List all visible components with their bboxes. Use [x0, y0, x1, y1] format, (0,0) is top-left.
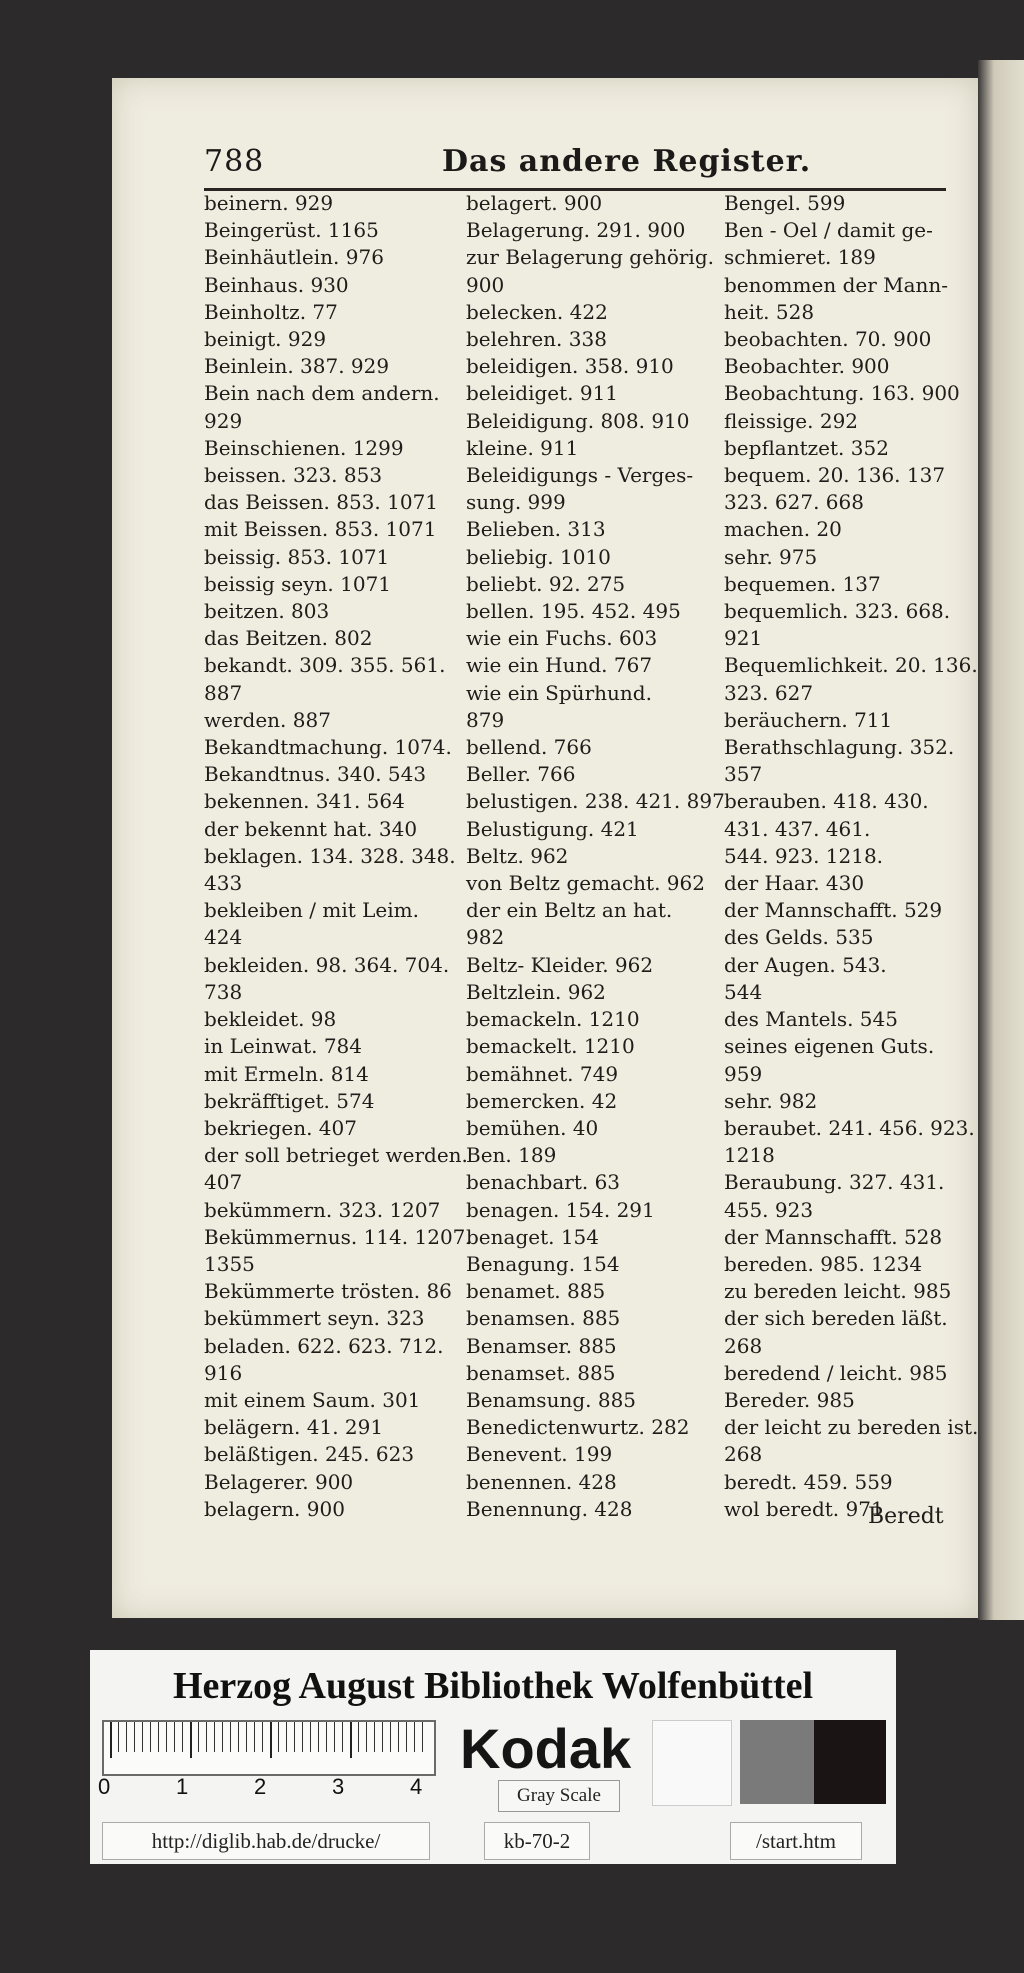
- index-entry: Benamser. 885: [466, 1333, 617, 1358]
- index-entry: kleine. 911: [466, 435, 579, 460]
- index-entry: benamset. 885: [466, 1360, 616, 1385]
- index-entry: der leicht zu bereden ist.: [724, 1415, 979, 1440]
- index-entry: Beinhaus. 930: [204, 272, 349, 297]
- index-entry: benagen. 154. 291: [466, 1197, 655, 1222]
- kodak-brand: Kodak: [460, 1717, 632, 1780]
- index-entry: der soll betrieget werden.: [204, 1143, 468, 1168]
- index-entry: Ben. 189: [466, 1143, 557, 1168]
- index-entry: Beinhäutlein. 976: [204, 245, 384, 270]
- index-entry: bekennen. 341. 564: [204, 789, 405, 814]
- index-entry: Benagung. 154: [466, 1251, 620, 1276]
- index-entry: Beltzlein. 962: [466, 979, 606, 1004]
- index-entry: Bereder. 985: [724, 1387, 855, 1412]
- index-entry: beissig seyn. 1071: [204, 571, 392, 596]
- index-entry: 916: [204, 1360, 243, 1385]
- index-entry: 357: [724, 762, 763, 787]
- index-entry: beissig. 853. 1071: [204, 544, 390, 569]
- index-entry: von Beltz gemacht. 962: [466, 871, 705, 896]
- index-entry: benamsen. 885: [466, 1306, 621, 1331]
- index-entry: heit. 528: [724, 299, 815, 324]
- index-entry: Benennung. 428: [466, 1496, 633, 1521]
- index-entry: Beltz- Kleider. 962: [466, 952, 654, 977]
- index-entry: benachbart. 63: [466, 1170, 621, 1195]
- index-entry: belagert. 900: [466, 191, 603, 215]
- index-entry: Belieben. 313: [466, 517, 606, 542]
- index-entry: Bekandtnus. 340. 543: [204, 762, 427, 787]
- index-entry: mit Beissen. 853. 1071: [204, 517, 437, 542]
- index-column-2: [466, 190, 736, 1523]
- index-entry: schmieret. 189: [724, 245, 876, 270]
- index-entry: 323. 627: [724, 680, 814, 705]
- index-entry: bekräfftiget. 574: [204, 1088, 375, 1113]
- index-entry: belustigen. 238. 421. 897: [466, 789, 725, 814]
- index-entry: benennen. 428: [466, 1469, 617, 1494]
- index-entry: Beinlein. 387. 929: [204, 354, 390, 379]
- index-entry: Beingerüst. 1165: [204, 218, 379, 243]
- index-entry: belecken. 422: [466, 299, 608, 324]
- index-entry: 1355: [204, 1251, 255, 1276]
- index-entry: bekleiben / mit Leim.: [204, 898, 419, 923]
- index-entry: der bekennt hat. 340: [204, 816, 418, 841]
- index-entry: benommen der Mann-: [724, 272, 949, 297]
- ruler-number: 2: [254, 1774, 267, 1799]
- index-entry: berauben. 418. 430.: [724, 789, 929, 814]
- index-entry: der Mannschafft. 528: [724, 1224, 943, 1249]
- index-entry: 879: [466, 707, 505, 732]
- index-entry: seines eigenen Guts.: [724, 1034, 935, 1059]
- index-entry: Belagerung. 291. 900: [466, 218, 686, 243]
- index-entry: der Haar. 430: [724, 871, 865, 896]
- index-entry: 268: [724, 1333, 763, 1358]
- index-entry: 887: [204, 680, 243, 705]
- index-entry: Beobachtung. 163. 900: [724, 381, 960, 406]
- index-entry: bekriegen. 407: [204, 1115, 357, 1140]
- gray-patch-dark: [814, 1720, 886, 1804]
- url-id: kb-70-2: [484, 1822, 590, 1860]
- index-entry: 424: [204, 925, 243, 950]
- index-entry: bekleidet. 98: [204, 1007, 337, 1032]
- index-entry: Belustigung. 421: [466, 816, 639, 841]
- gray-patch-white: [652, 1720, 732, 1806]
- index-entry: Beinschienen. 1299: [204, 435, 404, 460]
- index-entry: beleidigen. 358. 910: [466, 354, 674, 379]
- gray-patch-mid: [740, 1720, 814, 1804]
- index-entry: bekümmert seyn. 323: [204, 1306, 425, 1331]
- index-entry: 921: [724, 626, 763, 651]
- index-entry: Bengel. 599: [724, 191, 846, 215]
- index-entry: Beobachter. 900: [724, 354, 890, 379]
- index-entry: Beraubung. 327. 431.: [724, 1170, 945, 1195]
- index-entry: 544. 923. 1218.: [724, 843, 884, 868]
- index-entry: benamet. 885: [466, 1279, 606, 1304]
- index-entry: wie ein Spürhund.: [466, 680, 652, 705]
- ruler-number: 3: [332, 1774, 345, 1799]
- catchword: Beredt: [868, 1504, 944, 1529]
- index-entry: 738: [204, 979, 243, 1004]
- index-entry: wie ein Hund. 767: [466, 653, 653, 678]
- index-entry: 900: [466, 272, 505, 297]
- index-entry: Berathschlagung. 352.: [724, 735, 955, 760]
- index-entry: bereden. 985. 1234: [724, 1251, 923, 1276]
- index-entry: beitzen. 803: [204, 599, 330, 624]
- index-entry: beladen. 622. 623. 712.: [204, 1333, 444, 1358]
- index-entry: der sich bereden läßt.: [724, 1306, 948, 1331]
- book-page: [112, 78, 978, 1618]
- url-suffix: /start.htm: [730, 1822, 862, 1860]
- index-entry: 982: [466, 925, 505, 950]
- index-entry: wie ein Fuchs. 603: [466, 626, 658, 651]
- index-entry: Benamsung. 885: [466, 1387, 637, 1412]
- index-entry: Benevent. 199: [466, 1442, 613, 1467]
- ruler-number: 1: [176, 1774, 189, 1799]
- index-entry: 323. 627. 668: [724, 490, 864, 515]
- index-entry: sehr. 975: [724, 544, 818, 569]
- index-entry: Beinholtz. 77: [204, 299, 338, 324]
- index-entry: Beleidigungs - Verges-: [466, 463, 694, 488]
- index-entry: bequem. 20. 136. 137: [724, 463, 946, 488]
- index-entry: beredt. 459. 559: [724, 1469, 893, 1494]
- index-entry: mit Ermeln. 814: [204, 1061, 369, 1086]
- index-entry: bellen. 195. 452. 495: [466, 599, 681, 624]
- index-entry: Beller. 766: [466, 762, 576, 787]
- index-entry: 1218: [724, 1143, 775, 1168]
- index-entry: bemähnet. 749: [466, 1061, 619, 1086]
- index-entry: Ben - Oel / damit ge-: [724, 218, 933, 243]
- index-column-3: [724, 190, 979, 1523]
- adjacent-page-edge: [978, 60, 1024, 1620]
- index-entry: 268: [724, 1442, 763, 1467]
- index-entry: Belagerer. 900: [204, 1469, 354, 1494]
- index-entry: 959: [724, 1061, 763, 1086]
- index-entry: der Mannschafft. 529: [724, 898, 943, 923]
- index-entry: Bekandtmachung. 1074.: [204, 735, 452, 760]
- index-entry: Bequemlichkeit. 20. 136.: [724, 653, 978, 678]
- index-entry: belagern. 900: [204, 1496, 345, 1521]
- index-entry: beinigt. 929: [204, 327, 327, 352]
- index-entry: beissen. 323. 853: [204, 463, 383, 488]
- index-entry: zur Belagerung gehörig.: [466, 245, 714, 270]
- index-entry: bellend. 766: [466, 735, 592, 760]
- index-entry: 455. 923: [724, 1197, 814, 1222]
- index-entry: bemercken. 42: [466, 1088, 618, 1113]
- index-entry: Bekümmernus. 114. 1207.: [204, 1224, 472, 1249]
- index-entry: 929: [204, 408, 243, 433]
- index-entry: beinern. 929: [204, 191, 334, 215]
- index-entry: des Gelds. 535: [724, 925, 874, 950]
- page-number: 788: [204, 144, 265, 179]
- index-entry: werden. 887: [204, 707, 331, 732]
- index-entry: beliebig. 1010: [466, 544, 611, 569]
- index-entry: 431. 437. 461.: [724, 816, 871, 841]
- index-entry: beraubet. 241. 456. 923.: [724, 1115, 975, 1140]
- index-entry: in Leinwat. 784: [204, 1034, 362, 1059]
- index-entry: das Beissen. 853. 1071: [204, 490, 439, 515]
- index-entry: bequemlich. 323. 668.: [724, 599, 951, 624]
- index-entry: bekümmern. 323. 1207: [204, 1197, 441, 1222]
- index-entry: beliebt. 92. 275: [466, 571, 626, 596]
- index-entry: der ein Beltz an hat.: [466, 898, 673, 923]
- index-entry: bepflantzet. 352: [724, 435, 889, 460]
- index-entry: beläßtigen. 245. 623: [204, 1442, 415, 1467]
- index-entry: beredend / leicht. 985: [724, 1360, 948, 1385]
- index-entry: beobachten. 70. 900: [724, 327, 932, 352]
- gray-scale-label: Gray Scale: [498, 1780, 620, 1812]
- index-entry: beräuchern. 711: [724, 707, 893, 732]
- index-entry: der Augen. 543.: [724, 952, 887, 977]
- index-column-1: [204, 190, 474, 1523]
- index-entry: beleidiget. 911: [466, 381, 619, 406]
- index-entry: bequemen. 137: [724, 571, 881, 596]
- index-entry: benaget. 154: [466, 1224, 600, 1249]
- running-head: Das andere Register.: [442, 144, 812, 179]
- color-target-card: [90, 1650, 896, 1864]
- index-entry: bemackeln. 1210: [466, 1007, 640, 1032]
- index-entry: zu bereden leicht. 985: [724, 1279, 952, 1304]
- ruler-number: 4: [410, 1774, 423, 1799]
- library-name: Herzog August Bibliothek Wolfenbüttel: [172, 1665, 814, 1707]
- index-entry: beklagen. 134. 328. 348.: [204, 843, 456, 868]
- index-entry: Bein nach dem andern.: [204, 381, 440, 406]
- index-entry: wol beredt. 971: [724, 1496, 884, 1521]
- index-entry: bemackelt. 1210: [466, 1034, 635, 1059]
- index-entry: mit einem Saum. 301: [204, 1387, 421, 1412]
- index-entry: Beltz. 962: [466, 843, 569, 868]
- index-entry: belehren. 338: [466, 327, 607, 352]
- index-entry: machen. 20: [724, 517, 842, 542]
- index-entry: sehr. 982: [724, 1088, 818, 1113]
- index-entry: Bekümmerte trösten. 86: [204, 1279, 452, 1304]
- index-entry: sung. 999: [466, 490, 566, 515]
- index-entry: fleissige. 292: [724, 408, 859, 433]
- index-entry: belägern. 41. 291: [204, 1415, 384, 1440]
- index-entry: das Beitzen. 802: [204, 626, 373, 651]
- index-entry: des Mantels. 545: [724, 1007, 898, 1032]
- url-base: http://diglib.hab.de/drucke/: [102, 1822, 430, 1860]
- index-entry: bemühen. 40: [466, 1115, 599, 1140]
- ruler-number: 0: [98, 1774, 111, 1799]
- index-entry: bekleiden. 98. 364. 704.: [204, 952, 450, 977]
- index-entry: 433: [204, 871, 243, 896]
- measurement-ruler: [102, 1720, 436, 1776]
- index-entry: bekandt. 309. 355. 561.: [204, 653, 446, 678]
- ruler-major-ticks: [110, 1722, 428, 1758]
- index-entry: 407: [204, 1170, 243, 1195]
- index-entry: 544: [724, 979, 763, 1004]
- index-entry: Benedictenwurtz. 282: [466, 1415, 690, 1440]
- index-entry: Beleidigung. 808. 910: [466, 408, 690, 433]
